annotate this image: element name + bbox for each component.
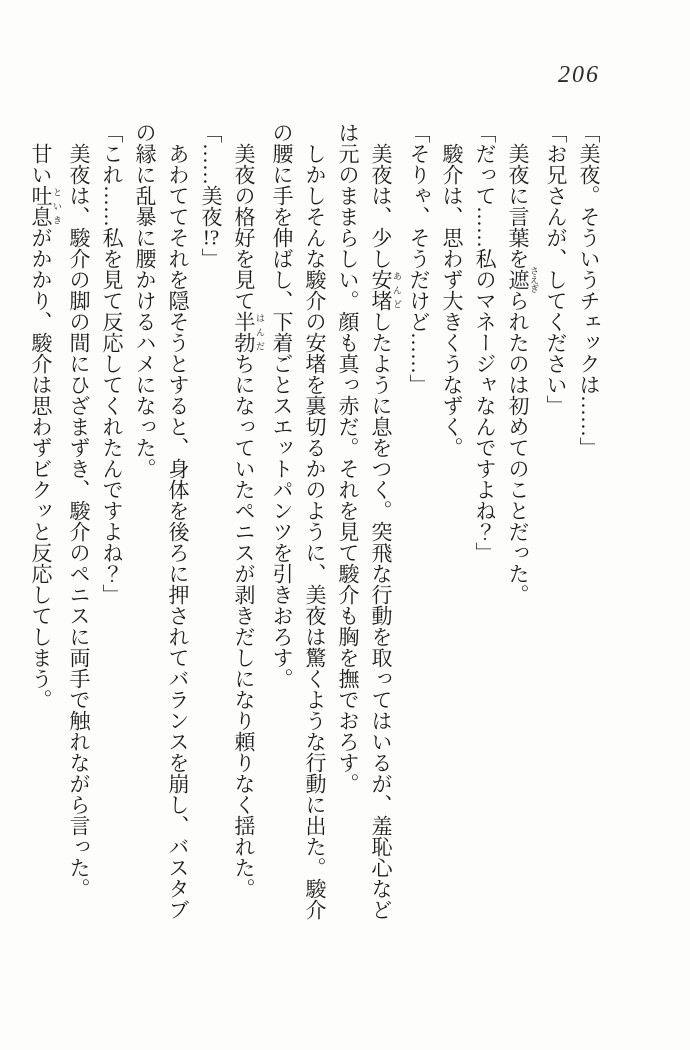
narrative-paragraph: 美夜は、駿介の脚の間にひざまずき、駿介のペニスに両手で触れながら言った。 <box>67 143 91 899</box>
dialogue-paragraph: 「お兄さんが、してください」 <box>544 122 568 416</box>
narrative-paragraph: 美夜に言葉を遮 さえぎられたのは初めてのことだった。 <box>506 143 539 605</box>
ruby-annotated-word: 吐息 といき <box>29 185 62 227</box>
narrative-paragraph: 美夜の格好を見て半勃 はんだちになっていたペニスが剥きだしになり頼りなく揺れた。 <box>232 143 265 899</box>
dialogue-paragraph: 「そりゃ、そうだけど……」 <box>407 122 431 395</box>
ruby-annotated-word: 遮 さえぎ <box>506 266 539 293</box>
tate-chu-yoko: !? <box>202 227 220 248</box>
dialogue-paragraph: 「これ……私を見て反応してくれたんですよね？」 <box>100 122 124 605</box>
dialogue-paragraph: 「……美夜!?」 <box>199 122 223 269</box>
narrative-paragraph: あわててそれを隠そうとすると、身体を後ろに押されてバランスを崩し、バスタブの縁に乱暴に腰かけるハメになった。 <box>133 122 190 920</box>
narrative-paragraph: 駿介は、思わず大きくうなずく。 <box>440 143 464 458</box>
page-number: 206 <box>558 62 600 88</box>
narrative-paragraph: しかしそんな駿介の安堵を裏切るかのように、美夜は驚くような行動に出た。駿介の腰に手を伸ばし、下着ごとスエットパンツを引きおろす。 <box>270 122 327 920</box>
dialogue-paragraph: 「美夜。そういうチェックは……」 <box>577 122 601 458</box>
ruby-annotated-word: 安堵 あんど <box>369 269 402 311</box>
narrative-paragraph: 甘い吐息 といきがかかり、駿介は思わずビクッと反応してしまう。 <box>29 143 62 710</box>
narrative-paragraph: 美夜は、少し安堵 あんどしたように息をつく。突飛な行動を取ってはいるが、羞恥心などは元のままらしい。顔も真っ赤だ。それを見て駿介も胸を撫でおろす。 <box>336 122 402 920</box>
ruby-annotated-word: 半勃 はんだ <box>232 311 265 353</box>
page-text-block <box>24 122 605 924</box>
dialogue-paragraph: 「だって……私のマネージャなんですよね？」 <box>473 122 497 563</box>
